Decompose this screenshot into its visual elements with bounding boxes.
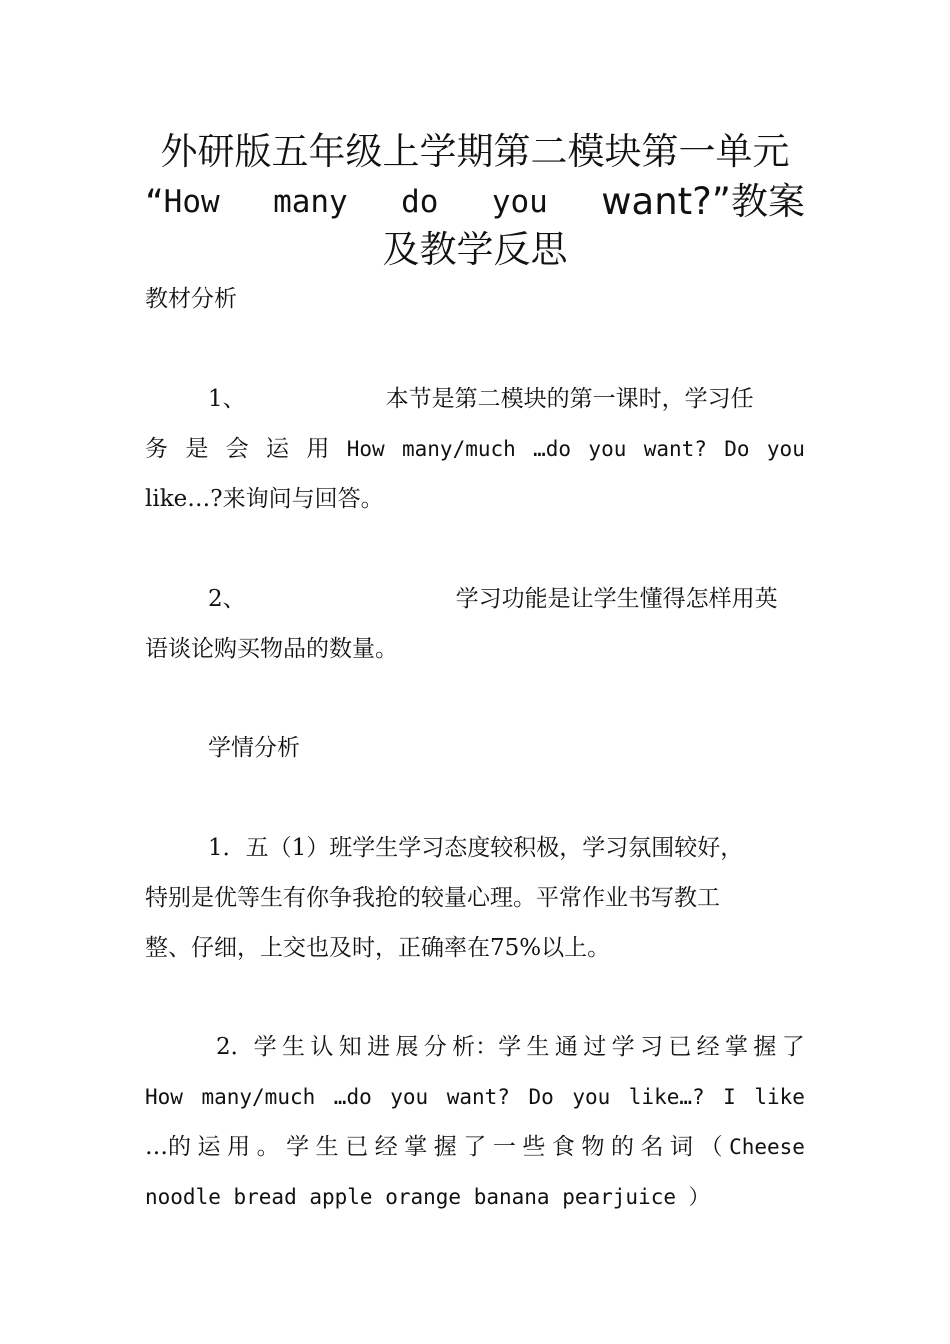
title-word: want?”教案 — [601, 180, 805, 223]
word: 名 — [640, 1134, 664, 1160]
word: 学 — [286, 1134, 310, 1160]
word: 物 — [581, 1134, 605, 1160]
item-2-line-2: 语谈论购买物品的数量。 — [145, 636, 398, 662]
word: 已 — [668, 1034, 692, 1060]
word: 一 — [492, 1134, 516, 1160]
word: 2．学 — [216, 1034, 277, 1060]
item-1-line-1 — [208, 382, 805, 416]
word: want? — [446, 1085, 510, 1109]
item-1-text: 本节是第二模块的第一课时，学习任 — [385, 386, 754, 412]
word: 的 — [610, 1134, 634, 1160]
word: 经 — [696, 1034, 720, 1060]
item-1-line-2 — [145, 432, 805, 466]
word: 析：学 — [452, 1034, 522, 1060]
word: Do — [724, 437, 750, 461]
word: 了 — [781, 1034, 805, 1060]
item-1-line-3: like…?来询问与回答。 — [145, 486, 384, 512]
word: like — [754, 1085, 805, 1109]
word: …do — [333, 1085, 372, 1109]
word: 掌 — [404, 1134, 428, 1160]
word: 分 — [423, 1034, 447, 1060]
word: 运 — [266, 436, 290, 462]
word: 知 — [338, 1034, 362, 1060]
word: 运 — [197, 1134, 221, 1160]
paragraph-2-line-2 — [145, 1080, 805, 1114]
word: Do — [528, 1085, 554, 1109]
word: Cheese — [729, 1135, 805, 1159]
item-2-text: 学习功能是让学生懂得怎样用英 — [455, 586, 778, 612]
word: 务 — [145, 436, 168, 462]
word: 学 — [611, 1034, 635, 1060]
title-line-2 — [145, 177, 805, 227]
word: 握 — [753, 1034, 777, 1060]
word: 认 — [310, 1034, 334, 1060]
word: …do — [533, 437, 572, 461]
word: How — [145, 1085, 183, 1109]
item-1-number: 1、 — [208, 386, 246, 412]
paragraph-1-line-3: 整、仔细，上交也及时，正确率在75%以上。 — [145, 935, 611, 961]
word: 食 — [551, 1134, 575, 1160]
word: you — [766, 437, 805, 461]
title-line-3: 及教学反思 — [382, 228, 568, 271]
section-heading-textbook-analysis: 教材分析 — [145, 286, 237, 312]
word: you — [572, 1085, 611, 1109]
word: you — [390, 1085, 429, 1109]
paragraph-1-line-1: 1．五（1）班学生学习态度较积极，学习氛围较好， — [208, 835, 744, 861]
word: 。 — [256, 1134, 280, 1160]
title-word: do — [401, 184, 439, 220]
word: many/much — [402, 437, 516, 461]
word: 掌 — [725, 1034, 749, 1060]
word: 生 — [315, 1134, 339, 1160]
word: I — [723, 1085, 736, 1109]
paragraph-1-line-2: 特别是优等生有你争我抢的较量心理。平常作业书写教工 — [145, 885, 720, 911]
word: you — [588, 437, 627, 461]
paragraph-2-line-1 — [216, 1030, 805, 1064]
word: 生 — [526, 1034, 550, 1060]
paragraph-2-line-3 — [145, 1130, 805, 1164]
word: 握 — [433, 1134, 457, 1160]
title-word: “How — [145, 184, 220, 220]
word: 经 — [374, 1134, 398, 1160]
word: 进 — [367, 1034, 391, 1060]
word: （ — [699, 1134, 723, 1160]
word: many/much — [201, 1085, 316, 1109]
word: like…? — [628, 1085, 705, 1109]
word: 用 — [227, 1134, 251, 1160]
item-2-number: 2、 — [208, 586, 246, 612]
word: 会 — [225, 436, 249, 462]
paragraph-2-line-4: noodle bread apple orange banana pearjuice ） — [145, 1185, 710, 1209]
word: 过 — [583, 1034, 607, 1060]
title-word: many — [273, 184, 348, 220]
word: want? — [643, 437, 707, 461]
word: 展 — [395, 1034, 419, 1060]
section-heading-learner-analysis: 学情分析 — [208, 735, 300, 761]
word: 生 — [282, 1034, 305, 1060]
word: 是 — [185, 436, 209, 462]
word: 些 — [522, 1134, 546, 1160]
word: …的 — [145, 1134, 191, 1160]
word: 了 — [463, 1134, 487, 1160]
word: 词 — [670, 1134, 694, 1160]
item-2-line-1 — [208, 582, 805, 616]
title-word: you — [491, 184, 548, 220]
title-line-1: 外研版五年级上学期第二模块第一单元 — [160, 130, 790, 173]
word: 习 — [639, 1034, 663, 1060]
word: 已 — [345, 1134, 369, 1160]
word: 通 — [554, 1034, 578, 1060]
word: 用 — [306, 436, 330, 462]
word: How — [346, 437, 385, 461]
